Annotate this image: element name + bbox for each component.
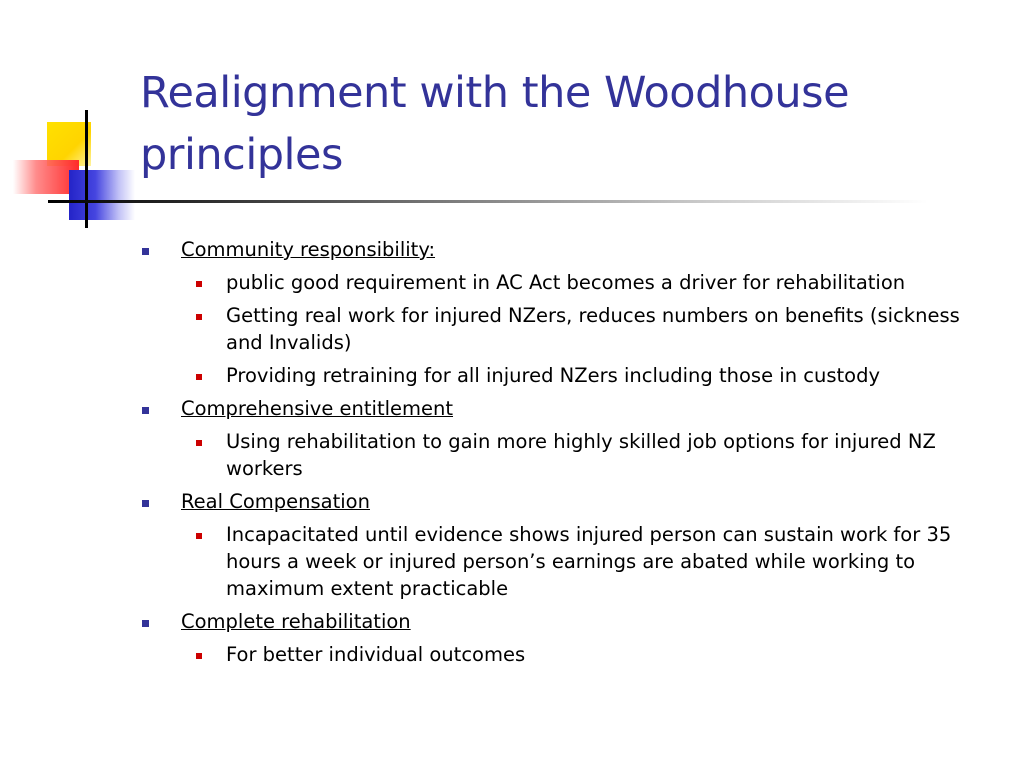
list-item-text: Using rehabilitation to gain more highly skilled job options for injured NZ workers bbox=[226, 430, 936, 480]
list-item-text: Incapacitated until evidence shows injured person can sustain work for 35 hours a week or injured person’s earnings are abated while working to maximum extent practicable bbox=[226, 523, 952, 600]
square-bullet-icon bbox=[196, 281, 202, 287]
list-item-text: Providing retraining for all injured NZers including those in custody bbox=[226, 364, 880, 387]
sub-bullet-list bbox=[181, 521, 1000, 602]
section-complete-rehabilitation bbox=[140, 608, 1000, 668]
bullet-list bbox=[140, 236, 1000, 668]
square-bullet-icon bbox=[142, 248, 149, 255]
list-item bbox=[181, 428, 1000, 482]
section-real-compensation bbox=[140, 488, 1000, 602]
square-bullet-icon bbox=[196, 533, 202, 539]
sub-bullet-list bbox=[181, 269, 1000, 389]
section-comprehensive-entitlement bbox=[140, 395, 1000, 482]
list-item bbox=[181, 521, 1000, 602]
list-item-text: For better individual outcomes bbox=[226, 643, 526, 666]
list-item bbox=[181, 641, 1000, 668]
decor-blue-square bbox=[69, 170, 135, 220]
section-community-responsibility bbox=[140, 236, 1000, 389]
square-bullet-icon bbox=[196, 653, 202, 659]
decor-vertical-line bbox=[85, 110, 88, 228]
square-bullet-icon bbox=[196, 440, 202, 446]
sub-bullet-list bbox=[181, 428, 1000, 482]
list-item bbox=[181, 362, 1000, 389]
list-item-text: public good requirement in AC Act becomes a driver for rehabilitation bbox=[226, 271, 906, 294]
square-bullet-icon bbox=[196, 374, 202, 380]
list-item bbox=[181, 302, 1000, 356]
section-heading: Complete rehabilitation bbox=[181, 610, 411, 633]
square-bullet-icon bbox=[142, 500, 149, 507]
title-underline-rule bbox=[48, 200, 928, 203]
sub-bullet-list bbox=[181, 641, 1000, 668]
square-bullet-icon bbox=[142, 620, 149, 627]
slide-title: Realignment with the Woodhouse principles bbox=[140, 68, 850, 180]
section-heading: Community responsibility: bbox=[181, 238, 436, 261]
section-heading: Comprehensive entitlement bbox=[181, 397, 454, 420]
square-bullet-icon bbox=[142, 407, 149, 414]
list-item-text: Getting real work for injured NZers, reduces numbers on benefits (sickness and Invalids) bbox=[226, 304, 960, 354]
section-heading: Real Compensation bbox=[181, 490, 370, 513]
square-bullet-icon bbox=[196, 314, 202, 320]
list-item bbox=[181, 269, 1000, 296]
slide-body bbox=[140, 230, 1000, 668]
